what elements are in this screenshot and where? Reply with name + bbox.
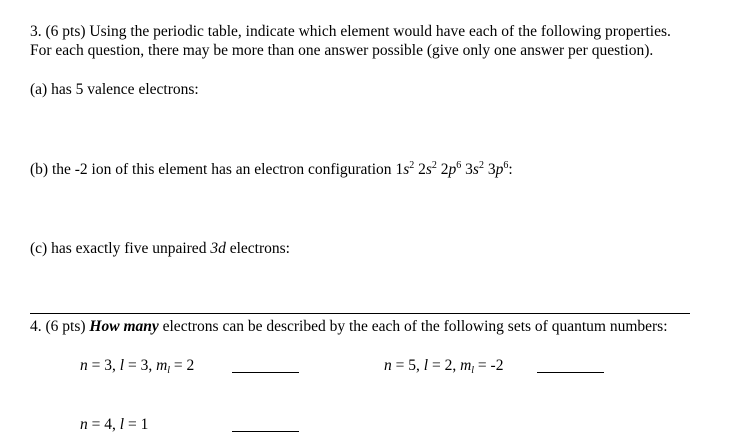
answer-blank-1[interactable] xyxy=(232,372,299,373)
answer-blank-2[interactable] xyxy=(537,372,604,373)
question-3-line-2: For each question, there may be more than one answer possible (give only one answer per question). xyxy=(30,42,654,59)
question-4-prompt: 4. (6 pts) How many electrons can be described by the each of the following sets of quantum numbers: xyxy=(30,318,668,335)
part-c: (c) has exactly five unpaired 3d electrons: xyxy=(30,240,290,257)
how-many-emphasis: How many xyxy=(89,318,159,335)
question-3-line-1: 3. (6 pts) Using the periodic table, indicate which element would have each of the following properties. xyxy=(30,23,671,40)
part-b-suffix: : xyxy=(508,161,513,178)
part-b-prefix: (b) the -2 ion of this element has an electron configuration xyxy=(30,161,392,178)
orbital-3d: 3d xyxy=(210,240,226,257)
part-b xyxy=(30,160,513,180)
part-a: (a) has 5 valence electrons: xyxy=(30,81,199,98)
quantum-set-3: n = 4, l = 1 xyxy=(80,416,149,433)
quantum-set-1: n = 3, l = 3, $m_l = 2$ xyxy=(80,357,195,376)
quantum-set-2: n = 5, l = 2, $m_l = -2$ xyxy=(384,357,504,376)
answer-blank-3[interactable] xyxy=(232,431,299,432)
section-divider xyxy=(30,313,690,314)
electron-configuration: $1s^2$ $2s^2$ $2p^6$ $3s^2$ $3p^6$ xyxy=(395,160,509,178)
